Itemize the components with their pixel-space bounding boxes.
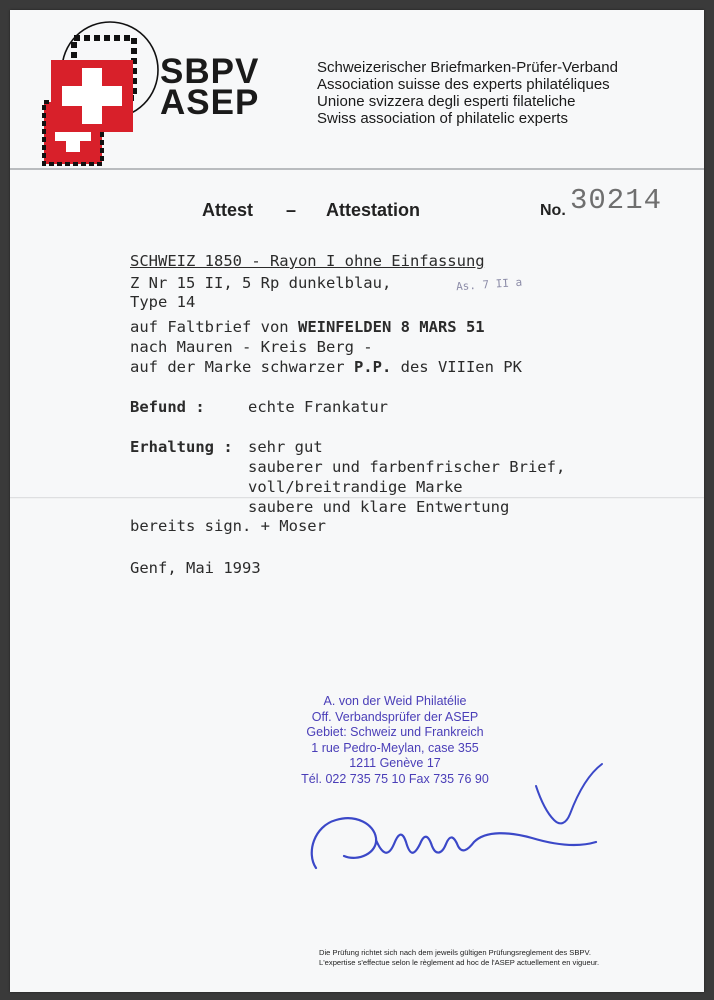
body-line-catalog: Z Nr 15 II, 5 Rp dunkelblau,	[130, 274, 392, 292]
title-attestation: Attestation	[326, 200, 420, 220]
sbpv-asep-logo	[26, 18, 166, 168]
body-line-cover	[130, 318, 485, 336]
cancel-prefix: auf der Marke schwarzer	[130, 358, 354, 376]
footer-line-fr: L'expertise s'effectue selon le règlement ad hoc de l'ASEP actuellement en vigueur.	[319, 958, 600, 967]
body-line-cancel	[130, 358, 522, 376]
org-name-fr: Association suisse des experts philatéliques	[317, 76, 610, 93]
cover-place: WEINFELDEN 8 MARS 51	[297, 318, 485, 336]
body-line-type: Type 14	[130, 293, 196, 311]
body-heading: SCHWEIZ 1850 - Rayon I ohne Einfassung	[130, 252, 485, 270]
org-name-en: Swiss association of philatelic experts	[317, 110, 568, 127]
handwritten-note: As. 7 II a	[455, 275, 523, 294]
org-name-de: Schweizerischer Briefmarken-Prüfer-Verband	[317, 59, 618, 76]
abbr-sbpv: SBPV	[160, 52, 260, 91]
befund-label: Befund :	[130, 398, 205, 416]
org-name-it: Unione svizzera degli esperti filateliche	[317, 93, 576, 110]
body-line-destination: nach Mauren - Kreis Berg -	[130, 338, 373, 356]
org-abbreviation	[160, 52, 260, 122]
cover-prefix: auf Faltbrief von	[130, 318, 298, 336]
stamp-line-4: 1 rue Pedro-Meylan, case 355	[311, 740, 479, 755]
erhaltung-line-3: voll/breitrandige Marke	[248, 478, 463, 496]
erhaltung-line-2: sauberer und farbenfrischer Brief,	[248, 458, 566, 476]
certificate-number-label: No.	[540, 202, 566, 219]
certificate-sheet	[10, 10, 704, 992]
stamp-line-2: Off. Verbandsprüfer der ASEP	[311, 709, 479, 724]
erhaltung-line-4: saubere und klare Entwertung	[248, 498, 510, 516]
place-date: Genf, Mai 1993	[130, 559, 261, 577]
handwritten-signature	[296, 758, 616, 888]
stamp-line-5: 1211 Genève 17	[349, 756, 441, 770]
erhaltung-line-1: sehr gut	[248, 438, 323, 456]
stamp-line-6: Tél. 022 735 75 10 Fax 735 76 90	[301, 771, 489, 786]
befund-value: echte Frankatur	[248, 398, 388, 416]
abbr-asep: ASEP	[160, 83, 260, 122]
footer-note	[319, 948, 599, 968]
title-dash: –	[286, 200, 297, 220]
certificate-number: 30214	[570, 184, 663, 217]
title-attest: Attest	[202, 200, 254, 220]
signed-by: bereits sign. + Moser	[130, 517, 326, 535]
cancel-pp: P.P.	[353, 358, 392, 376]
stamp-line-1: A. von der Weid Philatélie	[323, 694, 467, 708]
cancel-suffix: des VIIIen PK	[391, 358, 522, 376]
erhaltung-label: Erhaltung :	[130, 438, 233, 456]
org-names	[317, 59, 618, 127]
stamp-line-3: Gebiet: Schweiz und Frankreich	[306, 725, 484, 739]
footer-line-de: Die Prüfung richtet sich nach dem jeweils gültigen Prüfungsreglement des SBPV.	[319, 948, 591, 957]
header-divider	[10, 168, 704, 170]
